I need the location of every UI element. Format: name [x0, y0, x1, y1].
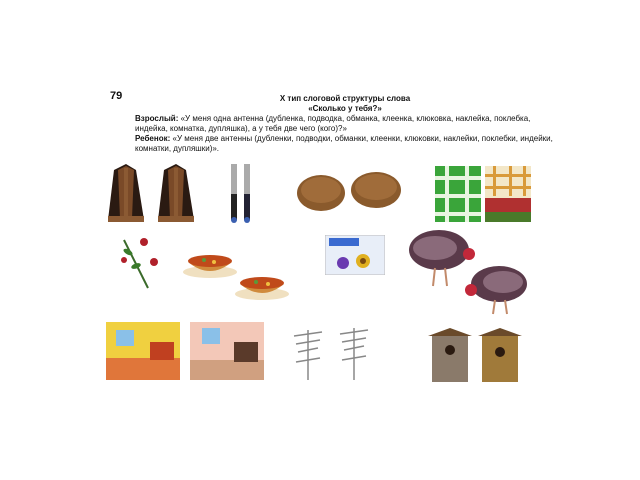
title-line-1: X тип слоговой структуры слова: [279, 94, 411, 103]
adult-text: «У меня одна антенна (дубленка, подводка, обманка, клеенка, клюковка, наклейка, поклебка, индейка, комнатка, дупляшка), а у тебя две чего (кого)?»: [135, 114, 531, 133]
adult-paragraph: [135, 114, 555, 134]
antennas-icon: [290, 322, 376, 382]
stickers-icon: [325, 235, 385, 275]
title-line-2: «Сколько у тебя?»: [308, 104, 382, 113]
adult-label: Взрослый:: [135, 114, 179, 123]
child-text: «У меня две антенны (дубленки, подводки, обманки, клеенки, клюковки, наклейки, поклебки, индейки, комнатки, дупляшки)».: [135, 134, 553, 153]
birdhouses-icon: [428, 328, 522, 384]
eyeliner-pens-icon: [228, 162, 256, 224]
child-label: Ребенок:: [135, 134, 171, 143]
bread-loaves-icon: [296, 170, 404, 212]
turkeys-icon: [405, 226, 535, 316]
child-paragraph: [135, 134, 555, 154]
fur-coats-icon: [108, 160, 204, 232]
rooms-icon: [106, 322, 264, 380]
soup-bowls-icon: [182, 246, 292, 304]
flower-sprig-icon: [118, 236, 160, 292]
page-number: 79: [110, 90, 123, 102]
text-block: [135, 94, 555, 154]
oilcloth-icon: [435, 166, 531, 222]
